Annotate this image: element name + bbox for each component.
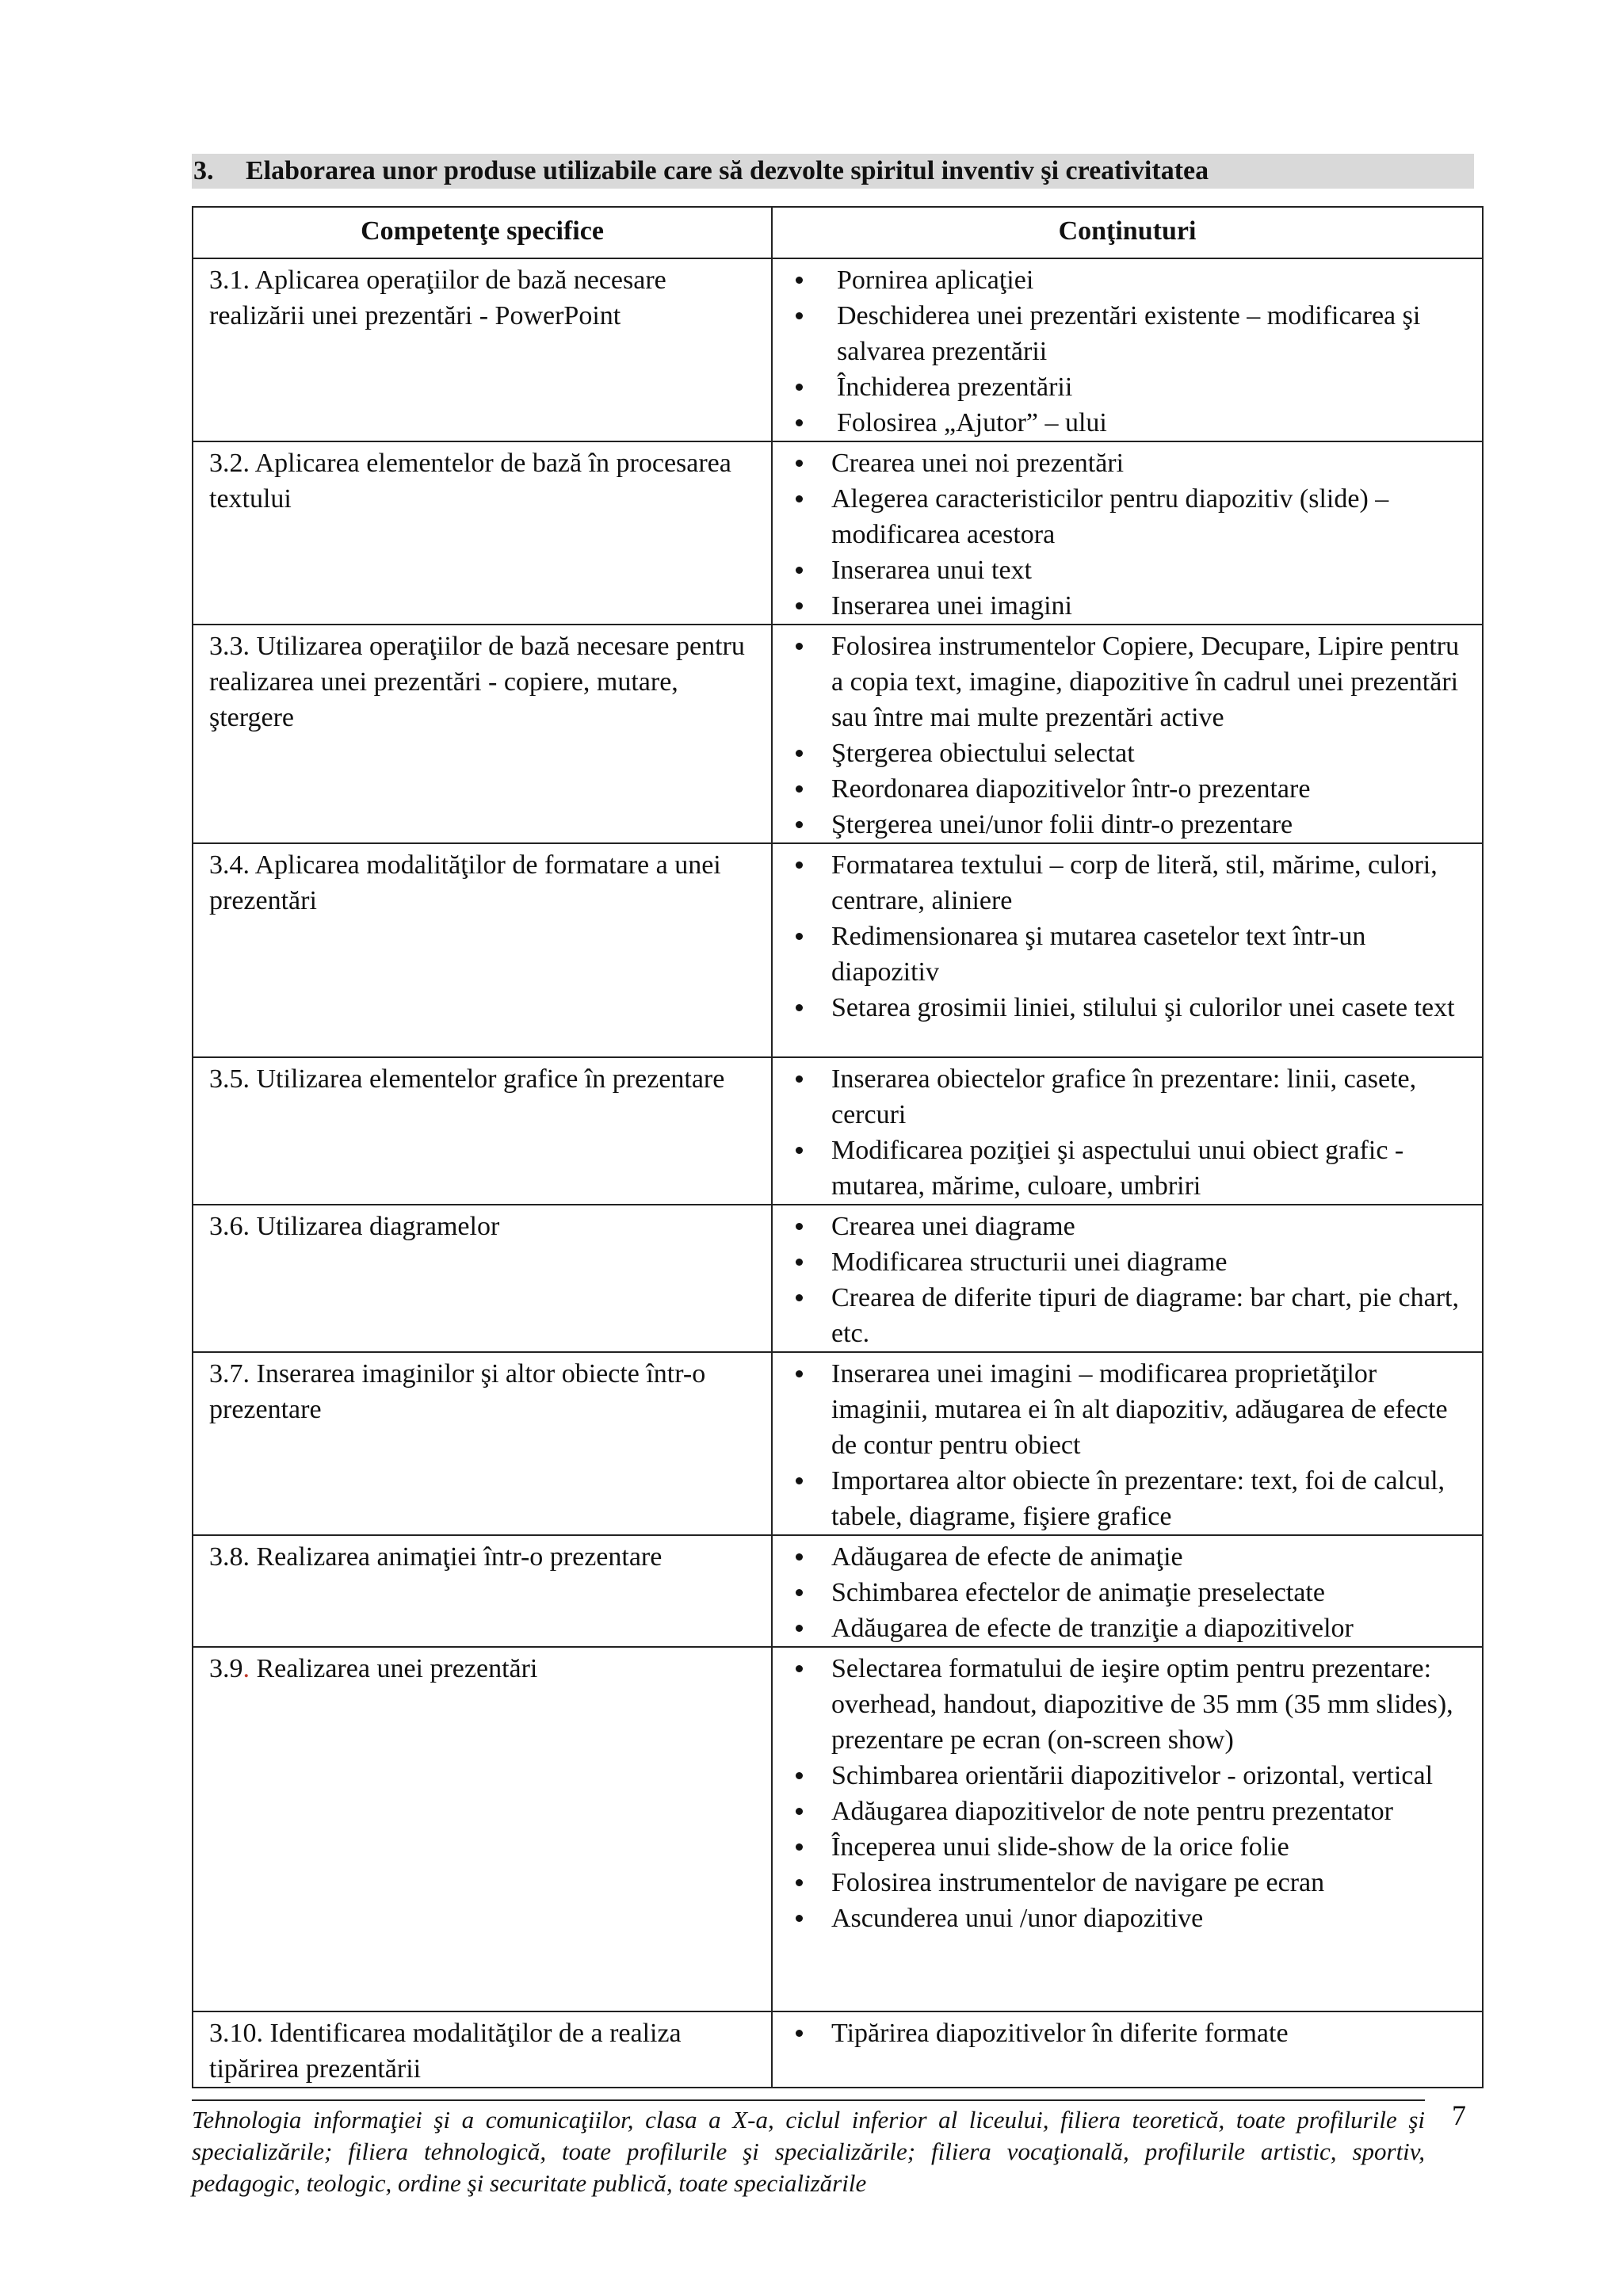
contents-cell — [772, 1535, 1483, 1647]
list-item: Redimensionarea şi mutarea casetelor text într-un diapozitiv — [773, 919, 1471, 990]
table-row — [193, 1535, 1483, 1647]
list-item: Modificarea structurii unei diagrame — [773, 1244, 1471, 1280]
contents-list — [773, 445, 1471, 624]
list-item: Tipărirea diapozitivelor în diferite formate — [773, 2015, 1471, 2051]
contents-list — [773, 1539, 1471, 1646]
competence-cell: 3.3. Utilizarea operaţiilor de bază necesare pentru realizarea unei prezentări - copiere, mutare, ştergere — [193, 625, 772, 843]
header-contents: Conţinuturi — [772, 207, 1483, 258]
competence-cell: 3.7. Inserarea imaginilor şi altor obiecte într-o prezentare — [193, 1352, 772, 1535]
contents-cell — [772, 625, 1483, 843]
list-item: Adăugarea de efecte de animaţie — [773, 1539, 1471, 1575]
list-item: Schimbarea efectelor de animaţie preselectate — [773, 1575, 1471, 1610]
contents-list — [773, 1651, 1471, 1936]
list-item: Inserarea obiectelor grafice în prezentare: linii, casete, cercuri — [773, 1061, 1471, 1133]
contents-cell — [772, 258, 1483, 441]
list-item: Inserarea unei imagini – modificarea proprietăţilor imaginii, mutarea ei în alt diapozitiv, adăugarea de efecte de contur pentru obiect — [773, 1356, 1471, 1463]
list-item: Alegerea caracteristicilor pentru diapozitiv (slide) – modificarea acestora — [773, 481, 1471, 552]
list-item: Folosirea instrumentelor Copiere, Decupare, Lipire pentru a copia text, imagine, diapozitive în cadrul unei prezentări sau între mai multe prezentări active — [773, 628, 1471, 735]
page-number: 7 — [1452, 2099, 1466, 2131]
contents-cell — [772, 1205, 1483, 1352]
contents-cell — [772, 2011, 1483, 2088]
list-item: Crearea de diferite tipuri de diagrame: bar chart, pie chart, etc. — [773, 1280, 1471, 1351]
section-number: 3. — [193, 156, 214, 185]
contents-cell — [772, 1352, 1483, 1535]
list-item: Inserarea unei imagini — [773, 588, 1471, 624]
list-item: Deschiderea unei prezentări existente – modificarea şi salvarea prezentării — [773, 298, 1471, 369]
competence-cell: 3.1. Aplicarea operaţiilor de bază necesare realizării unei prezentări - PowerPoint — [193, 258, 772, 441]
header-competences: Competenţe specifice — [193, 207, 772, 258]
competence-cell: 3.6. Utilizarea diagramelor — [193, 1205, 772, 1352]
competence-number: 3.9 — [209, 1654, 243, 1683]
list-item: Setarea grosimii liniei, stilului şi culorilor unei casete text — [773, 990, 1471, 1026]
list-item: Modificarea poziţiei şi aspectului unui obiect grafic - mutarea, mărime, culoare, umbriri — [773, 1133, 1471, 1204]
contents-list — [773, 847, 1471, 1026]
competence-text: Realizarea unei prezentări — [250, 1654, 538, 1683]
list-item: Pornirea aplicaţiei — [773, 262, 1471, 298]
contents-list — [773, 1209, 1471, 1351]
list-item: Crearea unei diagrame — [773, 1209, 1471, 1244]
competence-cell: 3.10. Identificarea modalităţilor de a realiza tipărirea prezentării — [193, 2011, 772, 2088]
list-item: Schimbarea orientării diapozitivelor - orizontal, vertical — [773, 1758, 1471, 1794]
section-heading — [192, 154, 1474, 189]
list-item: Selectarea formatului de ieşire optim pentru prezentare: overhead, handout, diapozitive de 35 mm (35 mm slides), prezentare pe ecran (on-screen show) — [773, 1651, 1471, 1758]
list-item: Închiderea prezentării — [773, 369, 1471, 405]
list-item: Adăugarea de efecte de tranziţie a diapozitivelor — [773, 1610, 1471, 1646]
table-row — [193, 1057, 1483, 1205]
list-item: Folosirea „Ajutor” – ului — [773, 405, 1471, 441]
table-header-row — [193, 207, 1483, 258]
table-row — [193, 1647, 1483, 2011]
contents-cell — [772, 441, 1483, 625]
competence-number-dot: . — [242, 1654, 250, 1683]
competence-cell: 3.2. Aplicarea elementelor de bază în procesarea textului — [193, 441, 772, 625]
section-title: Elaborarea unor produse utilizabile care să dezvolte spiritul inventiv şi creativitatea — [246, 156, 1209, 185]
table-row — [193, 1352, 1483, 1535]
competence-cell: 3.8. Realizarea animaţiei într-o prezentare — [193, 1535, 772, 1647]
competence-cell: 3.4. Aplicarea modalităţilor de formatare a unei prezentări — [193, 843, 772, 1057]
contents-cell — [772, 1647, 1483, 2011]
list-item: Ascunderea unui /unor diapozitive — [773, 1901, 1471, 1936]
list-item: Crearea unei noi prezentări — [773, 445, 1471, 481]
table-row — [193, 2011, 1483, 2088]
competence-cell: 3.5. Utilizarea elementelor grafice în prezentare — [193, 1057, 772, 1205]
contents-list — [773, 1356, 1471, 1534]
contents-list — [773, 1061, 1471, 1204]
list-item: Începerea unui slide-show de la orice folie — [773, 1829, 1471, 1865]
list-item: Importarea altor obiecte în prezentare: text, foi de calcul, tabele, diagrame, fişiere grafice — [773, 1463, 1471, 1534]
list-item: Ştergerea unei/unor folii dintr-o prezentare — [773, 807, 1471, 842]
list-item: Formatarea textului – corp de literă, stil, mărime, culori, centrare, aliniere — [773, 847, 1471, 919]
table-row — [193, 625, 1483, 843]
table-row — [193, 258, 1483, 441]
table-row — [193, 843, 1483, 1057]
list-item: Ştergerea obiectului selectat — [773, 735, 1471, 771]
list-item: Inserarea unui text — [773, 552, 1471, 588]
table-row — [193, 441, 1483, 625]
contents-cell — [772, 1057, 1483, 1205]
contents-cell — [772, 843, 1483, 1057]
contents-list — [773, 262, 1471, 441]
competences-table — [192, 206, 1484, 2088]
contents-list — [773, 2015, 1471, 2051]
footer-text: Tehnologia informaţiei şi a comunicaţiilor, clasa a X-a, ciclul inferior al liceului, filiera teoretică, toate profilurile şi specializările; filiera tehnologică, toate profilurile şi specializările; filiera vocaţională, profilurile artistic, sportiv, pedagogic, teologic, ordine şi securitate publică, toate specializările — [192, 2106, 1425, 2197]
list-item: Reordonarea diapozitivelor într-o prezentare — [773, 771, 1471, 807]
list-item: Adăugarea diapozitivelor de note pentru prezentator — [773, 1794, 1471, 1829]
list-item: Folosirea instrumentelor de navigare pe ecran — [773, 1865, 1471, 1901]
table-row — [193, 1205, 1483, 1352]
competence-cell — [193, 1647, 772, 2011]
contents-list — [773, 628, 1471, 842]
footer-divider — [192, 2099, 1425, 2101]
